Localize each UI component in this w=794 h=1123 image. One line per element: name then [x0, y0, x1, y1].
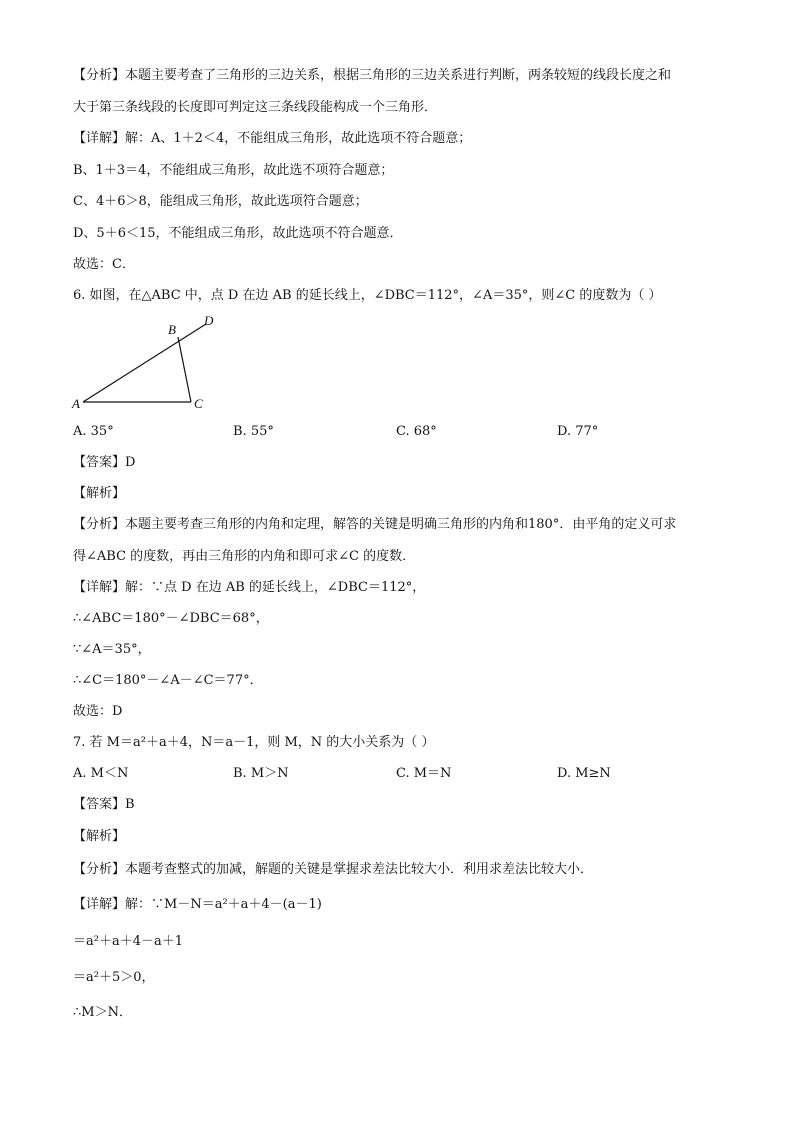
q5-detail-line3: C、4＋6＞8，能组成三角形，故此选项符合题意；: [73, 194, 368, 209]
q6-option-a[interactable]: A. 35°: [73, 424, 114, 439]
q6-analysis-text1: 本题主要考查三角形的内角和定理，解答的关键是明确三角形的内角和180°．由平角的定义可求: [125, 517, 677, 532]
q6-triangle-figure: [66, 312, 226, 412]
q7-detail-line1: [73, 896, 322, 914]
q7-option-a[interactable]: A. M＜N: [73, 766, 129, 781]
q6-stem: 6. 如图，在△ABC 中，点 D 在边 AB 的延长线上，∠DBC＝112°，∠A＝35°，则∠C 的度数为（ ）: [73, 288, 662, 303]
q7-detail-line4: ∴M＞N．: [73, 1005, 132, 1020]
q7-stem: 7. 若 M＝a²＋a＋4，N＝a－1，则 M，N 的大小关系为（ ）: [73, 735, 435, 750]
q5-analysis-line2: 大于第三条线段的长度即可判定这三条线段能构成一个三角形．: [73, 100, 438, 115]
q6-option-d[interactable]: D. 77°: [557, 424, 599, 439]
q7-detail-text1: 解：∵M－N＝a²＋a＋4－(a－1): [125, 897, 322, 912]
segment-BC: [178, 337, 191, 402]
label-C: C: [194, 396, 203, 411]
q7-option-b[interactable]: B. M＞N: [233, 766, 289, 781]
answer-tag: 【答案】: [73, 455, 126, 470]
q6-detail-line4: ∴∠C＝180°－∠A－∠C＝77°．: [73, 673, 263, 688]
segment-AD: [83, 324, 206, 402]
detail-tag: 【详解】: [73, 897, 126, 912]
label-A: A: [72, 396, 80, 411]
q6-explain-tag: 【解析】: [73, 486, 126, 501]
q5-detail-line4: D、5＋6＜15，不能组成三角形，故此选项不符合题意．: [73, 226, 403, 241]
q6-answer: [73, 454, 135, 472]
q6-analysis-line1: [73, 516, 676, 534]
analysis-tag: 【分析】: [73, 517, 126, 532]
q6-conclusion: 故选：D: [73, 704, 123, 719]
q7-detail-line2: ＝a²＋a＋4－a＋1: [73, 934, 184, 949]
q5-detail-line2: B、1＋3＝4，不能组成三角形，故此选不项符合题意；: [73, 163, 394, 178]
q5-detail-text1: 解：A、1＋2＜4，不能组成三角形，故此选项不符合题意；: [125, 131, 472, 146]
q7-analysis-line1: [73, 861, 593, 879]
q6-detail-text1: 解：∵点 D 在边 AB 的延长线上，∠DBC＝112°，: [125, 580, 426, 595]
q7-option-d[interactable]: D. M≥N: [557, 766, 611, 781]
q6-option-b[interactable]: B. 55°: [233, 424, 274, 439]
q6-option-c[interactable]: C. 68°: [396, 424, 437, 439]
q7-explain-tag: 【解析】: [73, 829, 126, 844]
q7-analysis-text1: 本题考查整式的加减，解题的关键是掌握求差法比较大小．利用求差法比较大小．: [125, 862, 594, 877]
detail-tag: 【详解】: [73, 580, 126, 595]
q6-answer-value: D: [125, 455, 136, 470]
q6-detail-line1: [73, 579, 425, 597]
q6-detail-line3: ∵∠A＝35°，: [73, 642, 151, 657]
q7-answer-value: B: [125, 797, 135, 812]
q5-analysis-text1: 本题主要考查了三角形的三边关系，根据三角形的三边关系进行判断，两条较短的线段长度之和: [125, 68, 672, 83]
q7-option-c[interactable]: C. M＝N: [396, 766, 452, 781]
q5-analysis-line1: [73, 67, 671, 85]
q5-detail-line1: [73, 130, 471, 148]
analysis-tag: 【分析】: [73, 68, 126, 83]
q5-conclusion: 故选：C．: [73, 257, 135, 272]
detail-tag: 【详解】: [73, 131, 126, 146]
q6-detail-line2: ∴∠ABC＝180°－∠DBC＝68°，: [73, 611, 269, 626]
q6-analysis-line2: 得∠ABC 的度数，再由三角形的内角和即可求∠C 的度数．: [73, 549, 416, 564]
label-B: B: [168, 322, 176, 337]
analysis-tag: 【分析】: [73, 862, 126, 877]
q7-detail-line3: ＝a²＋5＞0，: [73, 970, 155, 985]
label-D: D: [204, 313, 214, 328]
q7-answer: [73, 796, 135, 814]
answer-tag: 【答案】: [73, 797, 126, 812]
